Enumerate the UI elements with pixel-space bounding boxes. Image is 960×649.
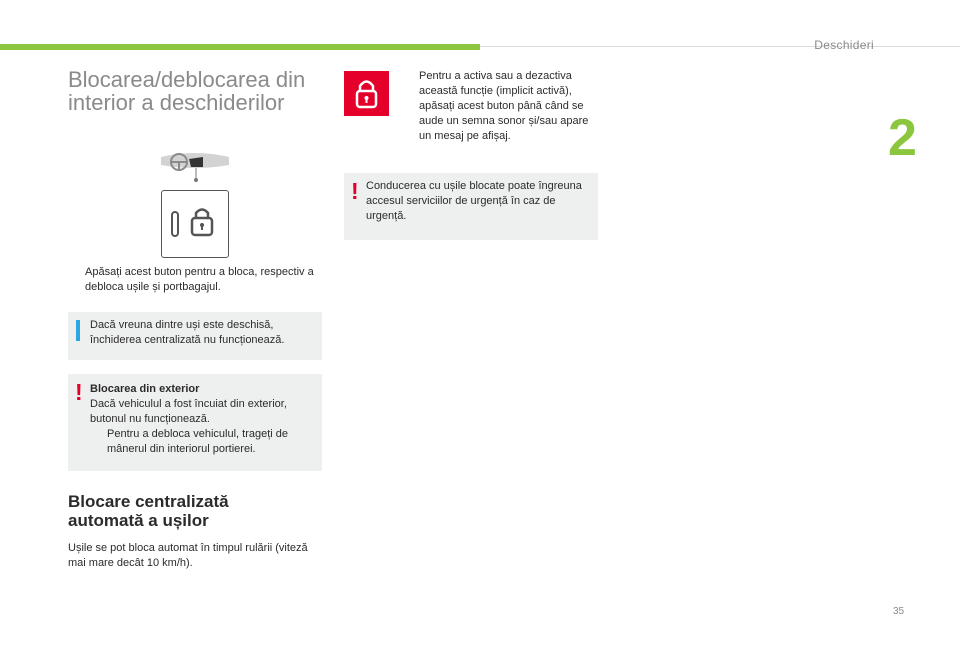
page-number: 35 bbox=[893, 606, 905, 617]
section-subtitle: Blocare centralizată automată a ușilor bbox=[68, 492, 229, 530]
lock-instruction bbox=[68, 265, 318, 295]
info-icon bbox=[76, 320, 80, 341]
warning-bullet bbox=[90, 427, 314, 457]
lock-instruction-text: Apăsați acest buton pentru a bloca, respectiv a debloca ușile și portbagajul. bbox=[85, 266, 314, 293]
bullet-icon bbox=[68, 265, 85, 295]
header-divider bbox=[480, 46, 960, 47]
warning-emergency-access bbox=[344, 173, 598, 240]
auto-lock-instruction bbox=[402, 69, 598, 144]
header-accent-bar bbox=[0, 44, 480, 50]
page-title: Blocarea/deblocarea din interior a deschiderilor bbox=[68, 67, 306, 115]
warning-text: Dacă vehiculul a fost încuiat din exterior, butonul nu funcționează. bbox=[90, 398, 287, 425]
bullet-icon bbox=[402, 69, 419, 144]
warning-icon: ! bbox=[351, 178, 359, 204]
warning-heading: Blocarea din exterior bbox=[90, 383, 200, 395]
warning-bullet-text: Pentru a debloca vehiculul, trageți de mânerul din interiorul portierei. bbox=[107, 428, 289, 455]
padlock-icon bbox=[162, 191, 227, 256]
auto-lock-paragraph: Ușile se pot bloca automat în timpul rulării (viteză mai mare decât 10 km/h). bbox=[68, 542, 308, 569]
dashboard-location-icon bbox=[159, 151, 231, 183]
info-note-text: Dacă vreuna dintre uși este deschisă, închiderea centralizată nu funcționează. bbox=[90, 319, 285, 346]
bullet-icon bbox=[90, 427, 107, 457]
warning-icon: ! bbox=[75, 379, 83, 405]
central-lock-button-illustration bbox=[161, 190, 229, 258]
auto-lock-instruction-text: Pentru a activa sau a dezactiva această funcție (implicit activă), apăsați acest buton până când se aude un semna sonor și/sau apare un mesaj pe afișaj. bbox=[419, 70, 589, 142]
chapter-number: 2 bbox=[888, 109, 917, 167]
auto-lock-button-illustration bbox=[344, 71, 389, 116]
warning-emergency-text: Conducerea cu ușile blocate poate îngreuna accesul serviciilor de urgență în caz de urgență. bbox=[366, 180, 582, 222]
info-note bbox=[68, 312, 322, 360]
warning-exterior-content bbox=[90, 382, 314, 457]
section-label: Deschideri bbox=[814, 38, 874, 52]
padlock-icon bbox=[344, 71, 389, 116]
warning-exterior-lock bbox=[68, 374, 322, 471]
